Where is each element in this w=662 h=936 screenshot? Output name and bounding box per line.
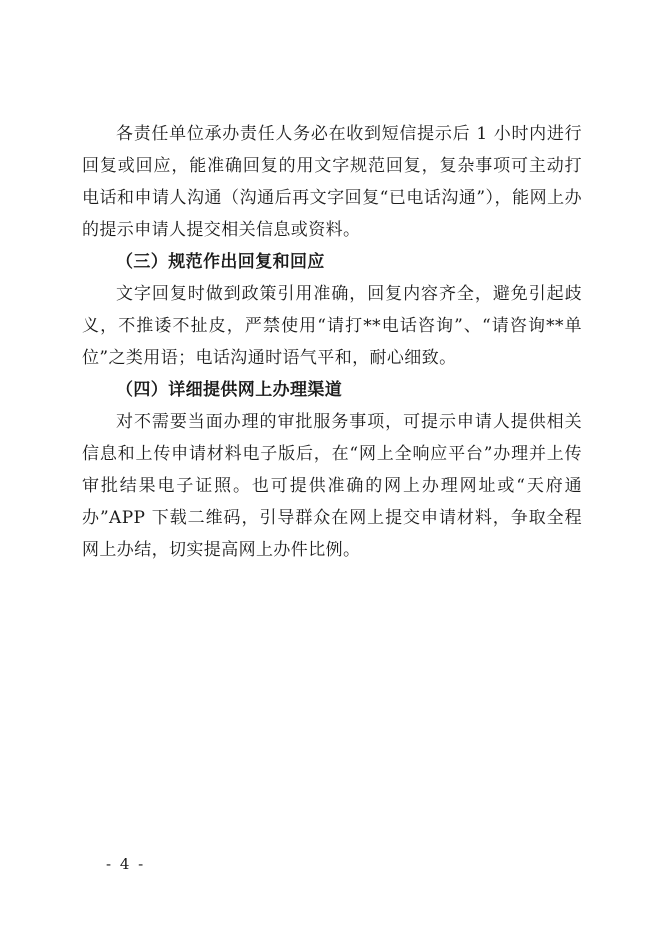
paragraph-online-channels: 对不需要当面办理的审批服务事项，可提示申请人提供相关信息和上传申请材料电子版后，在“网上全响应平台”办理并上传审批结果电子证照。也可提供准确的网上办理网址或“天府通办”APP 下载二维码，引导群众在网上提交申请材料，争取全程网上办结，切实提高网上办件比例。 (82, 412, 582, 560)
paragraph-reply-standards: 文字回复时做到政策引用准确，回复内容齐全，避免引起歧义，不推诿不扯皮，严禁使用“请打**电话咨询”、“请咨询**单位”之类用语；电话沟通时语气平和，耐心细致。 (82, 284, 582, 368)
paragraph-response-timing: 各责任单位承办责任人务必在收到短信提示后 1 小时内进行回复或回应，能准确回复的用文字规范回复，复杂事项可主动打电话和申请人沟通（沟通后再文字回复“已电话沟通”），能网上办的提示申请人提交相关信息或资料。 (82, 124, 582, 240)
page-number: - 4 - (106, 855, 146, 873)
section-heading-four: （四）详细提供网上办理渠道 (116, 380, 343, 400)
section-heading-three: （三）规范作出回复和回应 (116, 252, 325, 272)
document-body (82, 118, 582, 566)
